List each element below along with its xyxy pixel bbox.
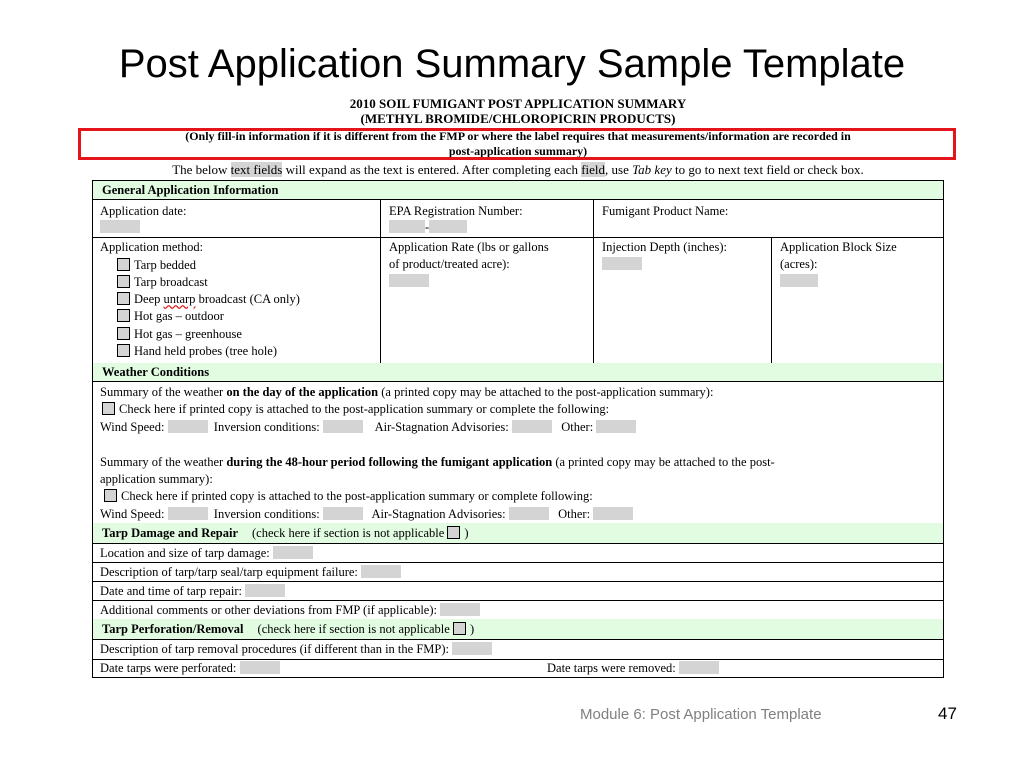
divider xyxy=(93,600,943,601)
highlight-box xyxy=(78,128,956,160)
tarp-removal-na-checkbox[interactable]: (check here if section is not applicable ) xyxy=(257,622,475,636)
tarp-damage-na-checkbox[interactable]: (check here if section is not applicable ) xyxy=(252,526,469,540)
air-stagnation-48h-field[interactable] xyxy=(509,507,549,520)
tarp-repair-time: Date and time of tarp repair: xyxy=(100,583,285,599)
fill-in-note-line2: post-application summary) xyxy=(448,144,588,158)
instruction-tab-key: Tab key xyxy=(632,162,672,177)
tarp-removal-procedures: Description of tarp removal procedures (if different than in the FMP): xyxy=(100,641,492,657)
tarp-additional-comments-field[interactable] xyxy=(440,603,480,616)
inversion-field[interactable] xyxy=(323,420,363,433)
slide-title: Post Application Summary Sample Template xyxy=(118,42,906,86)
tarp-failure-description: Description of tarp/tarp seal/tarp equipment failure: xyxy=(100,564,401,580)
section-tarp-damage-heading: Tarp Damage and Repair xyxy=(102,526,239,540)
weather-period-summary-line2: application summary): xyxy=(100,472,213,486)
wind-speed-48h-field[interactable] xyxy=(168,507,208,520)
method-deep-untarp-checkbox[interactable]: Deep untarp broadcast (CA only) xyxy=(117,291,300,307)
other-48h-field[interactable] xyxy=(593,507,633,520)
block-size-label-1: Application Block Size xyxy=(780,240,897,254)
slide-footer: Module 6: Post Application Template xyxy=(580,706,822,723)
section-weather xyxy=(93,363,943,382)
section-tarp-damage xyxy=(93,523,943,544)
application-rate-label-2: of product/treated acre): xyxy=(389,257,510,271)
divider xyxy=(93,562,943,563)
page-number: 47 xyxy=(938,704,957,723)
section-general xyxy=(93,181,943,200)
instruction-highlight-text-fields: text fields xyxy=(230,162,283,177)
section-tarp-removal xyxy=(93,619,943,640)
wind-speed-field[interactable] xyxy=(168,420,208,433)
section-weather-heading: Weather Conditions xyxy=(102,365,210,379)
tarp-removal-procedures-field[interactable] xyxy=(452,642,492,655)
tarps-removed-date: Date tarps were removed: xyxy=(547,660,719,676)
injection-depth-field[interactable] xyxy=(602,256,642,272)
instruction-text-1: The below xyxy=(172,162,231,177)
tarp-repair-time-field[interactable] xyxy=(245,584,285,597)
weather-day-fields: Wind Speed: Inversion conditions: Air-Stagnation Advisories: Other: xyxy=(100,419,636,435)
weather-day-summary: Summary of the weather on the day of the application (a printed copy may be attached to the post-application summary): xyxy=(100,385,714,399)
instruction-text-3: , use xyxy=(605,162,633,177)
tarp-damage-location-field[interactable] xyxy=(273,546,313,559)
post-application-form xyxy=(92,180,944,678)
application-rate-field[interactable] xyxy=(389,273,429,289)
weather-period-fields: Wind Speed: Inversion conditions: Air-Stagnation Advisories: Other: xyxy=(100,506,633,522)
application-date-label: Application date: xyxy=(100,204,187,218)
fumigant-product-name-label: Fumigant Product Name: xyxy=(602,204,729,218)
divider xyxy=(593,200,594,363)
application-date-field[interactable] xyxy=(100,219,140,235)
application-rate-label-1: Application Rate (lbs or gallons xyxy=(389,240,549,254)
method-hot-gas-outdoor-checkbox[interactable]: Hot gas – outdoor xyxy=(117,308,224,324)
instruction-highlight-field: field xyxy=(581,162,606,177)
weather-day-printed-copy-checkbox[interactable]: Check here if printed copy is attached to the post-application summary or complete the following: xyxy=(102,401,609,417)
epa-reg-number-label: EPA Registration Number: xyxy=(389,204,523,218)
block-size-field[interactable] xyxy=(780,273,818,289)
divider xyxy=(93,237,943,238)
method-tarp-bedded-checkbox[interactable]: Tarp bedded xyxy=(117,257,196,273)
inversion-48h-field[interactable] xyxy=(323,507,363,520)
form-title xyxy=(92,96,944,126)
weather-period-printed-copy-checkbox[interactable]: Check here if printed copy is attached to the post-application summary or complete following: xyxy=(104,488,593,504)
tarp-failure-description-field[interactable] xyxy=(361,565,401,578)
block-size-label-2: (acres): xyxy=(780,257,818,271)
form-title-line1: 2010 SOIL FUMIGANT POST APPLICATION SUMMARY xyxy=(349,96,687,111)
instructions xyxy=(92,162,944,178)
application-method-label: Application method: xyxy=(100,240,204,254)
instruction-text-2: will expand as the text is entered. After completing each xyxy=(282,162,582,177)
tarps-perforated-date: Date tarps were perforated: xyxy=(100,660,280,676)
air-stagnation-field[interactable] xyxy=(512,420,552,433)
tarp-additional-comments: Additional comments or other deviations from FMP (if applicable): xyxy=(100,602,480,618)
section-tarp-removal-heading: Tarp Perforation/Removal xyxy=(102,622,244,636)
epa-reg-number-field[interactable]: - xyxy=(389,219,467,235)
form-title-line2: (METHYL BROMIDE/CHLOROPICRIN PRODUCTS) xyxy=(360,111,676,126)
divider xyxy=(380,200,381,363)
injection-depth-label: Injection Depth (inches): xyxy=(602,240,727,254)
divider xyxy=(93,581,943,582)
tarps-perforated-date-field[interactable] xyxy=(240,661,280,674)
method-tarp-broadcast-checkbox[interactable]: Tarp broadcast xyxy=(117,274,208,290)
weather-period-summary: Summary of the weather during the 48-hour period following the fumigant application (a printed copy may be attached to the post- xyxy=(100,455,775,469)
tarps-removed-date-field[interactable] xyxy=(679,661,719,674)
method-hot-gas-greenhouse-checkbox[interactable]: Hot gas – greenhouse xyxy=(117,326,242,342)
fill-in-note-line1: (Only fill-in information if it is different from the FMP or where the label requires that measurements/information are recorded in xyxy=(185,129,851,143)
method-hand-held-probes-checkbox[interactable]: Hand held probes (tree hole) xyxy=(117,343,277,359)
instruction-text-4: to go to next text field or check box. xyxy=(671,162,864,177)
section-general-heading: General Application Information xyxy=(102,183,279,197)
tarp-damage-location: Location and size of tarp damage: xyxy=(100,545,313,561)
other-field[interactable] xyxy=(596,420,636,433)
divider xyxy=(771,237,772,363)
